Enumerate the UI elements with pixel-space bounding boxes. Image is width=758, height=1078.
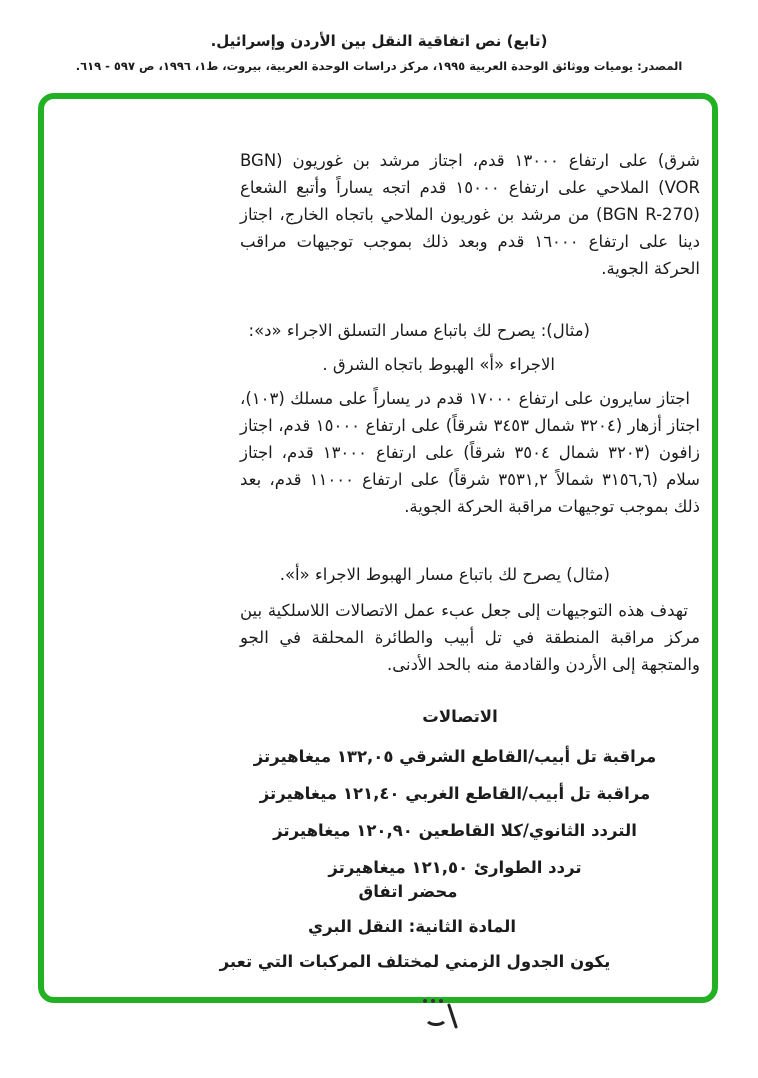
frequency-list xyxy=(225,743,685,891)
frequency-line-west-sector: مراقبة تل أبيب/القاطع الغربي ١٢١,٤٠ ميغاهيرتز xyxy=(259,784,651,803)
green-border-box xyxy=(38,93,718,1003)
paragraph-example-climb: (مثال): يصرح لك باتباع مسار التسلق الاجراء «د»: xyxy=(248,321,590,340)
frequency-line-emergency: تردد الطوارئ ١٢١,٥٠ ميغاهيرتز xyxy=(328,858,582,877)
article-two-heading: المادة الثانية: النقل البري xyxy=(307,917,517,936)
scan-artifact-slash xyxy=(447,1003,458,1029)
frequency-line-secondary: التردد الثانوي/كلا القاطعين ١٢٠,٩٠ ميغاهيرتز xyxy=(273,821,637,840)
paragraph-descent-route: اجتاز سايرون على ارتفاع ١٧٠٠٠ قدم در يساراً على مسلك (١٠٣)، اجتاز أزهار (٣٢٠٤ شمال ٣٤٥٣ شرقاً) على ارتفاع ١٥٠٠٠ قدم، اجتاز زافون (٣٢٠٣ شمال ٣٥٠٤ شرقاً) على ارتفاع ١٣٠٠٠ قدم، اجتاز سلام (٣١٥٦,٦ شمالاً ٣٥٣١,٢ شرقاً) على ارتفاع ١١٠٠٠ قدم، بعد ذلك بموجب توجيهات مراقبة الحركة الجوية. xyxy=(240,389,701,516)
page-title: (تابع) نص اتفاقية النقل بين الأردن وإسرائيل. xyxy=(210,32,548,50)
paragraph-purpose: تهدف هذه التوجيهات إلى جعل عبء عمل الاتصالات اللاسلكية بين مركز مراقبة المنطقة في تل أبيب والطائرة المحلقة في الجو والمتجهة إلى الأردن والقادمة منه بالحد الأدنى. xyxy=(240,601,700,674)
article-two-first-line: يكون الجدول الزمني لمختلف المركبات التي تعبر xyxy=(219,952,611,971)
source-citation: المصدر: يوميات ووثائق الوحدة العربية ١٩٩٥، مركز دراسات الوحدة العربية، بيروت، ط١، ١٩٩٦، ص ٥٩٧ - ٦١٩. xyxy=(75,59,683,73)
paragraph-climb-route: شرق) على ارتفاع ١٣٠٠٠ قدم، اجتاز مرشد بن غوريون (BGN VOR) الملاحي على ارتفاع ١٥٠٠٠ قدم اتجه يساراً وأتبع الشعاع (BGN R-270) من مرشد بن غوريون الملاحي باتجاه الخارج، اجتاز دينا على ارتفاع ١٦٠٠٠ قدم وبعد ذلك بموجب توجيهات مراقب الحركة الجوية. xyxy=(240,151,701,278)
page-header xyxy=(0,32,758,73)
paragraph-example-descent: (مثال) يصرح لك باتباع مسار الهبوط الاجراء «أ». xyxy=(279,565,610,584)
scan-artifact-curve xyxy=(424,1008,448,1026)
scan-artifact-dots xyxy=(423,988,449,993)
paragraph-procedure-a: الاجراء «أ» الهبوط باتجاه الشرق . xyxy=(322,355,555,374)
minutes-of-agreement-heading: محضر اتفاق xyxy=(358,882,458,901)
frequency-line-east-sector: مراقبة تل أبيب/القاطع الشرقي ١٣٢,٠٥ ميغاهيرتز xyxy=(253,747,657,766)
section-heading-communications: الاتصالات xyxy=(422,707,498,726)
